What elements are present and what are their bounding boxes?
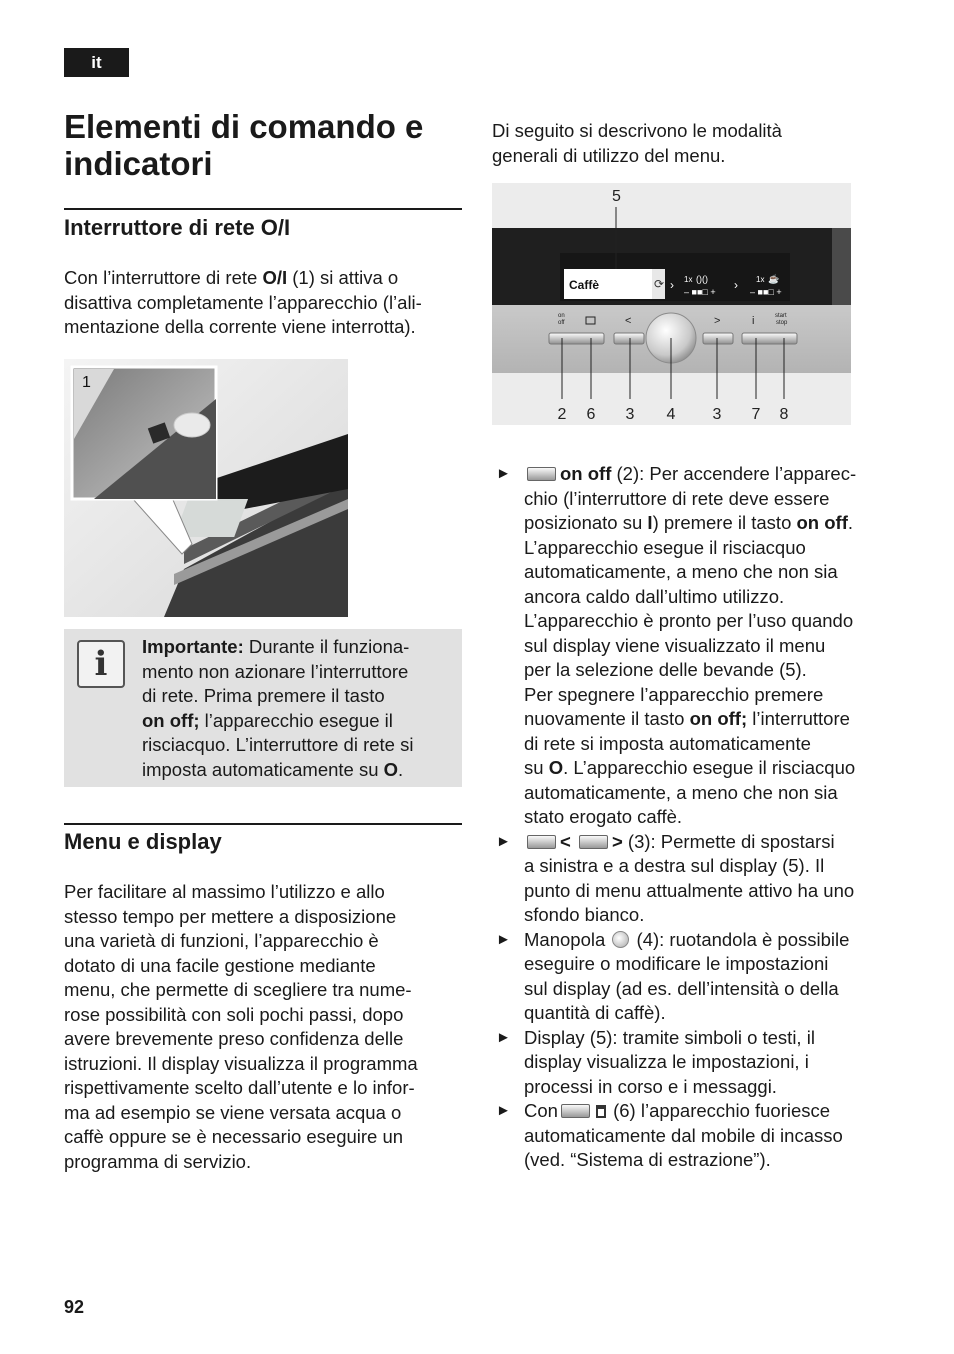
text-line	[64, 1003, 464, 1028]
intro-paragraph	[492, 119, 892, 168]
text-run: Manopola	[524, 928, 606, 950]
text-run: automaticamente dal mobile di incasso	[524, 1124, 843, 1146]
text-run: l’interruttore	[747, 708, 850, 729]
text-run: ) premere il tasto	[652, 512, 797, 533]
callout-3: 3	[625, 406, 635, 423]
control-bullet-list	[493, 462, 913, 1173]
text-line	[64, 929, 464, 954]
text-run: L’apparecchio esegue il risciacquo	[524, 536, 806, 558]
rotary-knob-icon	[612, 931, 629, 948]
section-divider	[64, 208, 462, 210]
right-button-icon	[579, 835, 608, 849]
on-off-button-icon	[527, 467, 556, 481]
svg-text:☕: ☕	[768, 274, 780, 284]
text-line	[524, 536, 913, 561]
bold-term: on off	[796, 512, 848, 533]
text-run: (ved. “Sistema di estrazione”).	[524, 1149, 771, 1170]
text-run: Di seguito si descrivono le modalità	[492, 120, 782, 141]
note-text	[142, 635, 457, 782]
text-run: quantità di caffè).	[524, 1002, 666, 1023]
text-line	[524, 1099, 913, 1124]
control-panel-diagram	[492, 183, 851, 425]
key-label-on: on	[558, 313, 565, 319]
bold-term: on off;	[689, 708, 748, 729]
text-run: su	[524, 757, 549, 778]
icon-group-1-label: 1x	[684, 275, 693, 284]
bullet-arrow-icon: ►	[496, 1102, 511, 1119]
power-switch-photo-svg	[64, 359, 348, 617]
page-title	[64, 108, 464, 182]
text-line	[524, 756, 913, 781]
text-line	[524, 707, 913, 732]
text-run: imposta automaticamente su	[142, 758, 384, 780]
bold-term: O	[548, 757, 564, 778]
key-label-start: start	[775, 313, 787, 319]
text-line	[64, 1150, 464, 1175]
page-title-line: Elementi di comando e	[64, 108, 424, 145]
text-line	[524, 977, 913, 1002]
text-line	[524, 1148, 913, 1173]
text-run: processi in corso e i messaggi.	[524, 1075, 777, 1097]
text-run: di rete si imposta automaticamente	[524, 732, 811, 754]
text-line	[524, 732, 913, 757]
important-note	[64, 629, 462, 787]
text-line	[142, 758, 457, 783]
text-line	[142, 733, 457, 758]
text-line	[64, 1052, 464, 1077]
text-run: Per facilitare al massimo l’utilizzo e allo	[64, 881, 385, 902]
text-line	[64, 880, 464, 905]
page-title-line: indicatori	[64, 145, 213, 182]
text-run: ma ad esempio se viene versata acqua o	[64, 1101, 402, 1123]
figure-label: 1	[82, 374, 91, 391]
tray-button-icon	[561, 1104, 590, 1118]
bold-term: O	[383, 758, 399, 780]
text-run: Per spegnere l’apparecchio premere	[524, 683, 824, 705]
callout-6: 6	[586, 406, 596, 423]
text-line	[142, 635, 457, 660]
text-run: Con	[524, 1100, 558, 1121]
bullet-arrow-icon: ►	[496, 465, 511, 482]
key-label-stop: stop	[776, 320, 788, 326]
text-line	[524, 560, 913, 585]
text-run: stato erogato caffè.	[524, 806, 683, 827]
section-divider	[64, 823, 462, 825]
right-key[interactable]	[703, 333, 733, 344]
text-line	[524, 609, 913, 634]
text-run: menu, che permette di scegliere tra nume-	[64, 979, 412, 1000]
text-run: . L’apparecchio esegue il risciacquo	[563, 757, 856, 778]
svg-text:⟳: ⟳	[654, 277, 665, 291]
text-line	[524, 879, 913, 904]
text-line	[492, 144, 892, 169]
text-run: avere brevemente preso confidenza delle	[64, 1028, 404, 1049]
text-line	[524, 928, 913, 953]
bullet-arrow-icon: ►	[496, 930, 511, 948]
svg-text:›: ›	[670, 278, 674, 292]
text-line	[142, 684, 457, 709]
text-line	[524, 658, 913, 683]
text-run: istruzioni. Il display visualizza il programma	[64, 1052, 418, 1074]
icon-group-2-label: 1x	[756, 275, 765, 284]
text-run: Durante il funziona-	[243, 636, 410, 657]
text-line	[64, 905, 464, 930]
text-run: automaticamente, a meno che non sia	[524, 781, 838, 803]
display-text: Caffè	[569, 278, 600, 292]
text-run: posizionato su	[524, 512, 648, 533]
left-arrow-symbol: <	[560, 830, 571, 852]
bold-term: O/I	[262, 267, 288, 288]
text-line	[64, 1125, 464, 1150]
text-line	[524, 952, 913, 977]
text-line	[524, 585, 913, 610]
text-run: (6) l’apparecchio fuoriesce	[607, 1100, 831, 1121]
tray-icon	[596, 1105, 606, 1118]
text-line	[524, 1124, 913, 1149]
text-line	[524, 1050, 913, 1075]
language-tab: it	[64, 48, 129, 77]
text-line	[524, 781, 913, 806]
text-run: (4): ruotandola è possibile	[631, 928, 850, 950]
power-switch-photo	[64, 359, 348, 617]
text-line	[524, 1001, 913, 1026]
start-stop-key[interactable]	[742, 333, 797, 344]
text-run: per la selezione delle bevande (5).	[524, 659, 807, 680]
text-run: risciacquo. L’interruttore di rete si	[142, 734, 414, 755]
text-run: una varietà di funzioni, l’apparecchio è	[64, 930, 379, 951]
text-line	[524, 830, 913, 855]
bullet-item	[493, 1026, 913, 1100]
left-button-icon	[527, 835, 556, 849]
bullet-item	[493, 830, 913, 928]
on-off-key[interactable]	[549, 333, 604, 344]
bullet-item	[493, 1099, 913, 1173]
text-run: l’apparecchio esegue il	[199, 709, 393, 731]
text-run: a sinistra e a destra sul display (5). Il	[524, 855, 825, 876]
text-run: programma di servizio.	[64, 1150, 252, 1172]
text-run: eseguire o modificare le impostazioni	[524, 953, 829, 974]
text-line	[64, 1027, 464, 1052]
bold-term: Importante:	[142, 636, 244, 657]
text-run: generali di utilizzo del menu.	[492, 144, 726, 166]
text-run: .	[847, 512, 854, 533]
text-run: ancora caldo dall’ultimo utilizzo.	[524, 585, 785, 607]
callout-5: 5	[612, 188, 621, 205]
text-run: di rete. Prima premere il tasto	[142, 685, 385, 706]
text-run: rispettivamente scelto dall’utente e lo infor-	[64, 1077, 415, 1098]
text-run: mentazione della corrente viene interrotta).	[64, 316, 416, 337]
text-line	[524, 903, 913, 928]
text-run: automaticamente, a meno che non sia	[524, 561, 838, 582]
text-run: Con l’interruttore di rete	[64, 267, 263, 288]
text-run: punto di menu attualmente attivo ha uno	[524, 879, 855, 901]
key-label-off: off	[558, 320, 565, 326]
section-heading-menu: Menu e display	[64, 829, 222, 854]
text-line	[64, 978, 464, 1003]
text-run: L’apparecchio è pronto per l’uso quando	[524, 610, 854, 631]
text-run: sul display viene visualizzato il menu	[524, 634, 826, 656]
text-run: mento non azionare l’interruttore	[142, 660, 409, 682]
text-run: (2): Per accendere l’apparec-	[611, 463, 857, 484]
text-run: nuovamente il tasto	[524, 708, 690, 729]
callout-2: 2	[557, 406, 567, 423]
bold-term: on off;	[142, 709, 200, 731]
text-run: chio (l’interruttore di rete deve essere	[524, 487, 830, 509]
text-run: disattiva completamente l’apparecchio (l’ali-	[64, 291, 422, 313]
key-label-left: <	[625, 315, 632, 327]
power-paragraph	[64, 266, 464, 340]
bullet-arrow-icon: ►	[496, 832, 511, 850]
control-panel-svg	[492, 183, 851, 425]
text-line	[142, 709, 457, 734]
text-run: display visualizza le impostazioni, i	[524, 1051, 809, 1072]
text-line	[492, 119, 892, 144]
callout-4: 4	[666, 406, 676, 423]
bullet-arrow-icon: ►	[496, 1028, 511, 1046]
svg-text:– ■■□ +: – ■■□ +	[750, 287, 782, 297]
text-line	[64, 954, 464, 979]
text-run: (3): Permette di spostarsi	[622, 830, 835, 852]
text-run: rose possibilità con soli pochi passi, dopo	[64, 1003, 404, 1025]
left-key[interactable]	[614, 333, 644, 344]
callout-3: 3	[712, 406, 722, 423]
text-line	[142, 660, 457, 685]
info-icon: i	[77, 640, 125, 688]
text-line	[524, 854, 913, 879]
key-label-right: >	[714, 315, 721, 327]
right-arrow-symbol: >	[611, 830, 623, 852]
text-line	[64, 1076, 464, 1101]
svg-text:›: ›	[734, 278, 738, 292]
text-run: sfondo bianco.	[524, 904, 645, 925]
text-line	[524, 487, 913, 512]
text-run: stesso tempo per mettere a disposizione	[64, 905, 397, 927]
section-heading-power: Interruttore di rete O/I	[64, 215, 291, 240]
text-line	[64, 291, 464, 316]
page-number: 92	[64, 1297, 85, 1317]
text-line	[524, 1075, 913, 1100]
svg-text:– ■■□ +: – ■■□ +	[684, 287, 716, 297]
text-line	[524, 511, 913, 536]
callout-8: 8	[779, 406, 789, 423]
bold-term: I	[647, 512, 653, 533]
text-line	[64, 315, 464, 340]
text-run: dotato di una facile gestione mediante	[64, 954, 376, 976]
text-run: (1) si attiva o	[287, 267, 399, 288]
text-line	[524, 683, 913, 708]
text-line	[64, 1101, 464, 1126]
text-run: sul display (ad es. dell’intensità o della	[524, 977, 839, 999]
text-run: .	[398, 758, 404, 780]
text-run: Display (5): tramite simboli o testi, il	[524, 1026, 815, 1048]
bullet-item	[493, 928, 913, 1026]
callout-7: 7	[751, 406, 761, 423]
key-label-info: i	[752, 315, 755, 327]
bullet-item	[493, 462, 913, 830]
text-run: caffè oppure se è necessario eseguire un	[64, 1126, 404, 1147]
svg-text:()(): ()()	[696, 274, 708, 284]
menu-paragraph	[64, 880, 464, 1174]
text-line	[524, 462, 913, 487]
text-line	[524, 634, 913, 659]
bold-term: on off	[560, 463, 612, 484]
text-line	[524, 1026, 913, 1051]
text-line	[64, 266, 464, 291]
text-line	[524, 805, 913, 830]
